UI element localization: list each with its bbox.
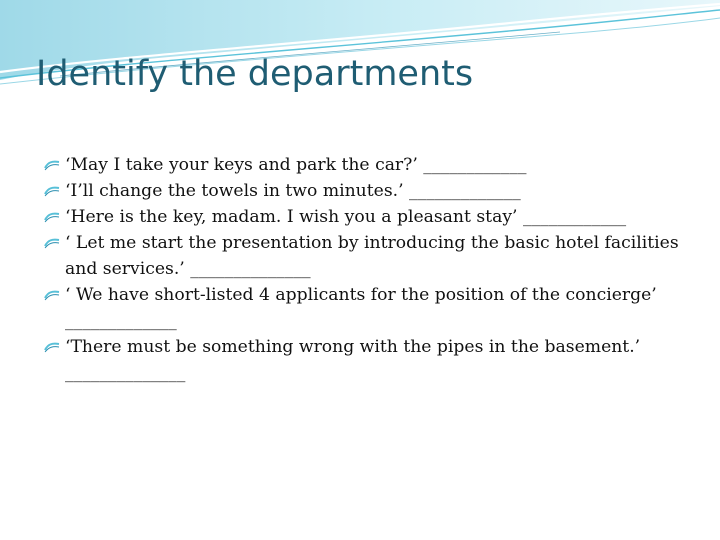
bullet-text: ‘ We have short-listed 4 applicants for the position of the concierge’ bbox=[65, 285, 657, 305]
bullet-text: ‘ Let me start the presentation by introducing the basic hotel facilities and services.’ bbox=[65, 233, 679, 279]
wave-bullet-icon bbox=[44, 159, 60, 171]
wave-bullet-icon bbox=[44, 185, 60, 197]
wave-bullet-icon bbox=[44, 289, 60, 301]
bullet-item bbox=[44, 334, 684, 386]
wave-bullet-icon bbox=[44, 211, 60, 223]
bullet-text: ‘May I take your keys and park the car?’ bbox=[65, 155, 424, 175]
bullet-item bbox=[44, 178, 684, 204]
bullet-item bbox=[44, 152, 684, 178]
bullet-text: ‘Here is the key, madam. I wish you a pleasant stay’ bbox=[65, 207, 523, 227]
slide-title: Identify the departments bbox=[36, 54, 474, 94]
bullet-item bbox=[44, 282, 684, 334]
answer-blank: _____________ bbox=[409, 181, 521, 201]
wave-bullet-icon bbox=[44, 341, 60, 353]
bullet-text: ‘There must be something wrong with the pipes in the basement.’ bbox=[65, 337, 641, 357]
answer-blank: _____________ bbox=[65, 311, 177, 331]
answer-blank: ______________ bbox=[190, 259, 311, 279]
answer-blank: ____________ bbox=[423, 155, 527, 175]
bullet-list bbox=[44, 152, 684, 386]
bullet-text: ‘I’ll change the towels in two minutes.’ bbox=[65, 181, 410, 201]
answer-blank: ____________ bbox=[522, 207, 627, 227]
bullet-item bbox=[44, 230, 684, 282]
wave-bullet-icon bbox=[44, 237, 60, 249]
answer-blank: ______________ bbox=[65, 363, 186, 383]
bullet-item bbox=[44, 204, 684, 230]
